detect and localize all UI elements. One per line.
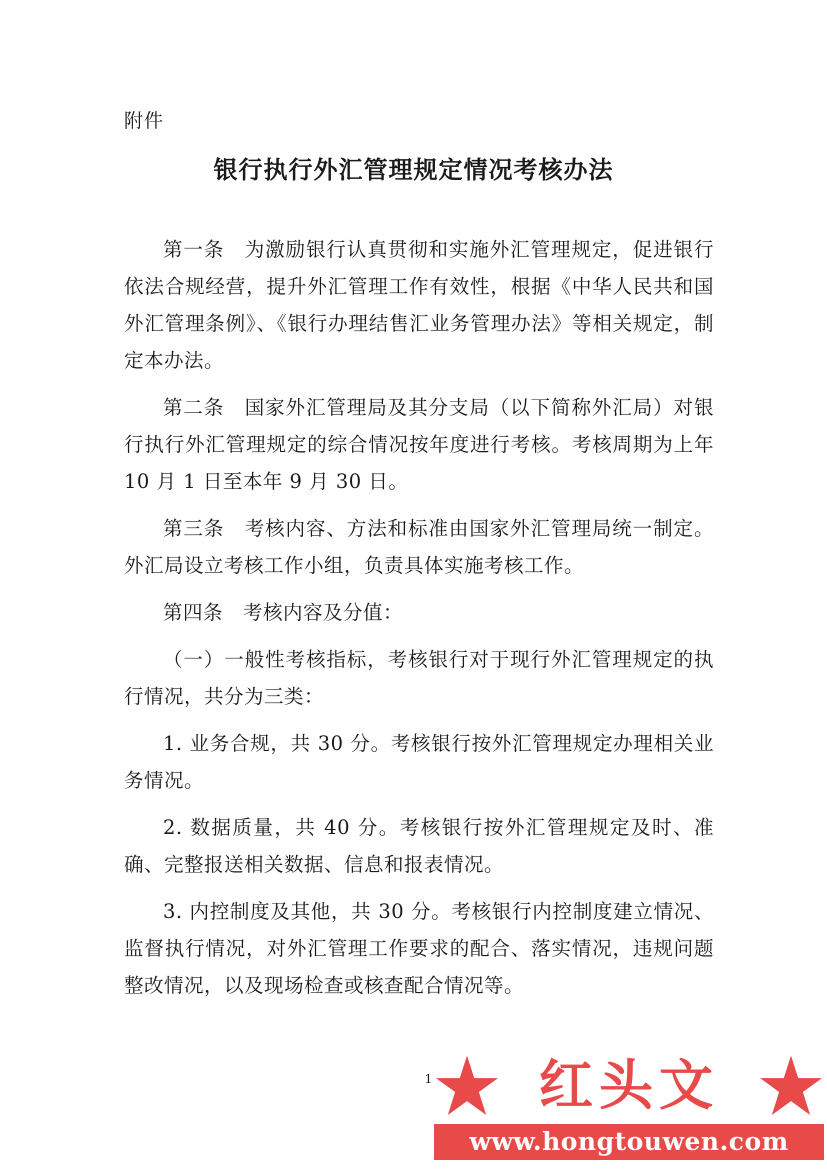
paragraph-article-1: 第一条 为激励银行认真贯彻和实施外汇管理规定，促进银行依法合规经营，提升外汇管理工作有效性，根据《中华人民共和国外汇管理条例》、《银行办理结售汇业务管理办法》等相关规定，制定本办法。 bbox=[124, 238, 714, 372]
paragraph-item-1: 1. 业务合规，共 30 分。考核银行按外汇管理规定办理相关业务情况。 bbox=[124, 732, 714, 792]
paragraph-item-general: （一）一般性考核指标，考核银行对于现行外汇管理规定的执行情况，共分为三类： bbox=[124, 648, 714, 708]
paragraph-item-2: 2. 数据质量，共 40 分。考核银行按外汇管理规定及时、准确、完整报送相关数据、信息和报表情况。 bbox=[124, 816, 714, 876]
star-icon bbox=[434, 1053, 500, 1119]
paragraph-item-3: 3. 内控制度及其他，共 30 分。考核银行内控制度建立情况、监督执行情况，对外汇管理工作要求的配合、落实情况，违规问题整改情况，以及现场检查或核查配合情况等。 bbox=[124, 900, 714, 997]
document-body bbox=[124, 231, 714, 1014]
paragraph-article-2: 第二条 国家外汇管理局及其分支局（以下简称外汇局）对银行执行外汇管理规定的综合情况按年度进行考核。考核周期为上年 10 月 1 日至本年 9 月 30 日。 bbox=[124, 396, 714, 493]
watermark-row bbox=[434, 1050, 824, 1122]
watermark-title: 红头文 bbox=[539, 1054, 719, 1117]
watermark bbox=[434, 1050, 824, 1165]
paragraph-article-4: 第四条 考核内容及分值： bbox=[163, 601, 404, 624]
document-title: 银行执行外汇管理规定情况考核办法 bbox=[213, 155, 614, 184]
attachment-label: 附件 bbox=[124, 110, 165, 132]
paragraph-article-3: 第三条 考核内容、方法和标准由国家外汇管理局统一制定。外汇局设立考核工作小组，负责具体实施考核工作。 bbox=[124, 517, 714, 577]
watermark-url: www.hongtouwen.com bbox=[434, 1124, 824, 1160]
page-number: 1 bbox=[424, 1072, 433, 1086]
star-icon bbox=[758, 1053, 824, 1119]
